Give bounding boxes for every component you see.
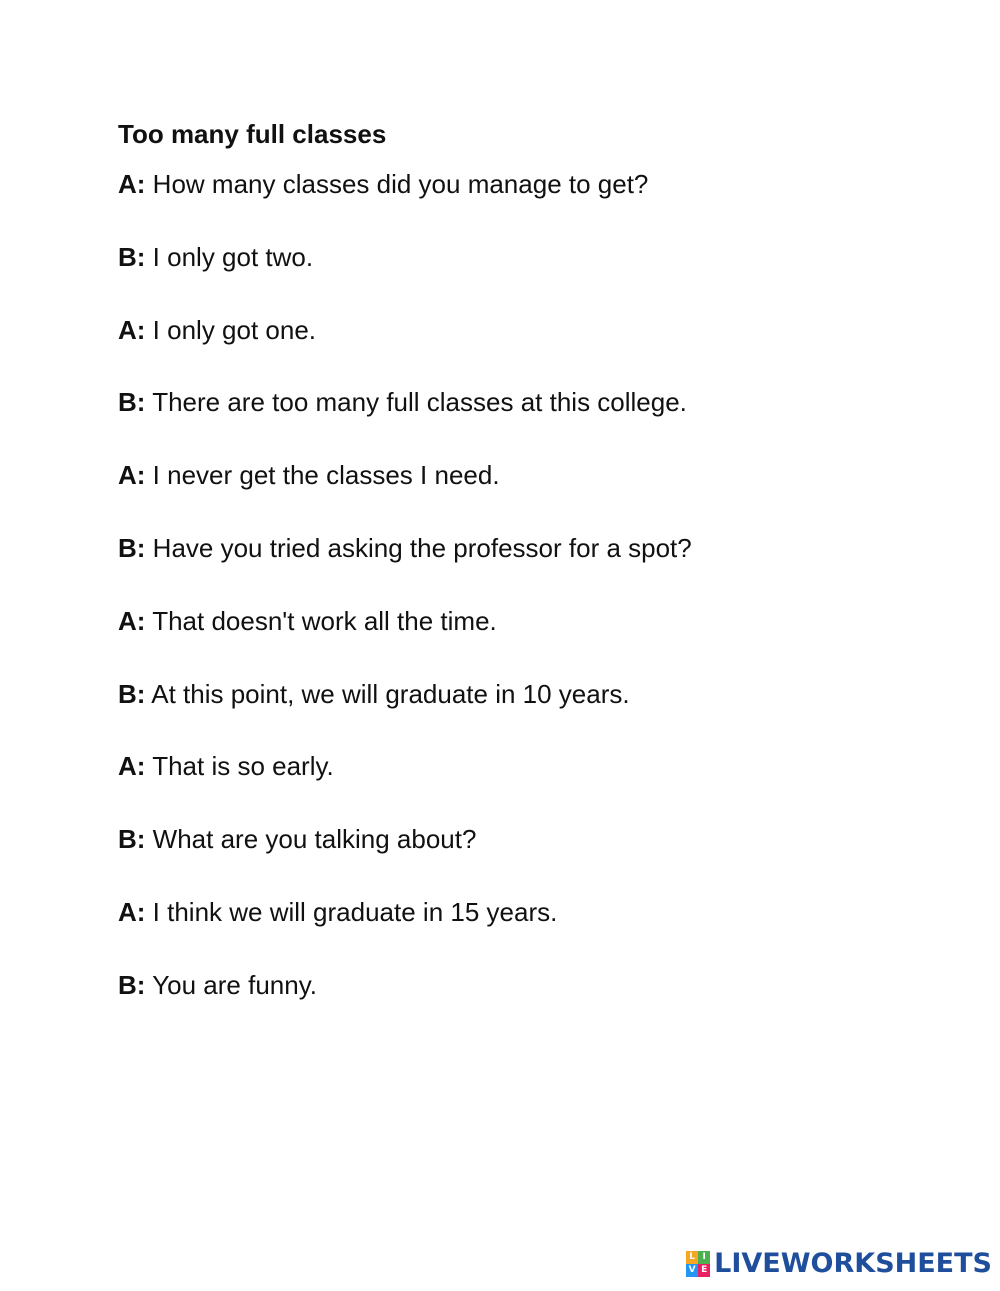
speaker-label: A: bbox=[118, 751, 146, 782]
line-text: At this point, we will graduate in 10 years. bbox=[151, 678, 630, 709]
logo-mark-icon bbox=[686, 1251, 710, 1277]
logo-mark-letter: I bbox=[698, 1251, 710, 1264]
line-text: That is so early. bbox=[152, 751, 334, 782]
dialogue-line bbox=[118, 530, 692, 603]
speaker-label: B: bbox=[118, 241, 146, 272]
dialogue-line bbox=[118, 676, 692, 749]
dialogue-line bbox=[118, 312, 692, 385]
line-text: There are too many full classes at this college. bbox=[152, 387, 687, 418]
dialogue-line bbox=[118, 821, 692, 894]
dialogue-line bbox=[118, 239, 692, 312]
dialogue-line bbox=[118, 603, 692, 676]
speaker-label: A: bbox=[118, 314, 146, 345]
speaker-label: B: bbox=[118, 678, 146, 709]
dialogue-line bbox=[118, 894, 692, 967]
speaker-label: B: bbox=[118, 532, 146, 563]
logo-text: LIVEWORKSHEETS bbox=[714, 1248, 992, 1279]
line-text: I only got two. bbox=[152, 241, 314, 272]
logo-mark-letter: V bbox=[686, 1264, 698, 1277]
line-text: I never get the classes I need. bbox=[152, 460, 500, 491]
line-text: That doesn't work all the time. bbox=[152, 605, 497, 636]
line-text: Have you tried asking the professor for a spot? bbox=[152, 532, 692, 563]
logo-mark-letter: E bbox=[698, 1264, 710, 1277]
speaker-label: A: bbox=[118, 605, 146, 636]
dialogue-line bbox=[118, 166, 692, 239]
speaker-label: A: bbox=[118, 169, 146, 199]
speaker-label: A: bbox=[118, 460, 146, 491]
line-text: What are you talking about? bbox=[152, 824, 477, 855]
dialogue-line bbox=[118, 748, 692, 821]
logo-mark-letter: L bbox=[686, 1251, 698, 1264]
speaker-label: A: bbox=[118, 896, 146, 927]
line-text: You are funny. bbox=[152, 969, 318, 1000]
dialogue-line bbox=[118, 967, 692, 1040]
dialogue-list bbox=[118, 166, 692, 1040]
speaker-label: B: bbox=[118, 824, 146, 855]
speaker-label: B: bbox=[118, 969, 146, 1000]
liveworksheets-logo bbox=[686, 1249, 992, 1279]
line-text: How many classes did you manage to get? bbox=[152, 169, 649, 199]
dialogue-line bbox=[118, 384, 692, 457]
page-title: Too many full classes bbox=[118, 119, 387, 149]
line-text: I think we will graduate in 15 years. bbox=[152, 896, 558, 927]
speaker-label: B: bbox=[118, 387, 146, 418]
line-text: I only got one. bbox=[152, 314, 317, 345]
dialogue-line bbox=[118, 457, 692, 530]
